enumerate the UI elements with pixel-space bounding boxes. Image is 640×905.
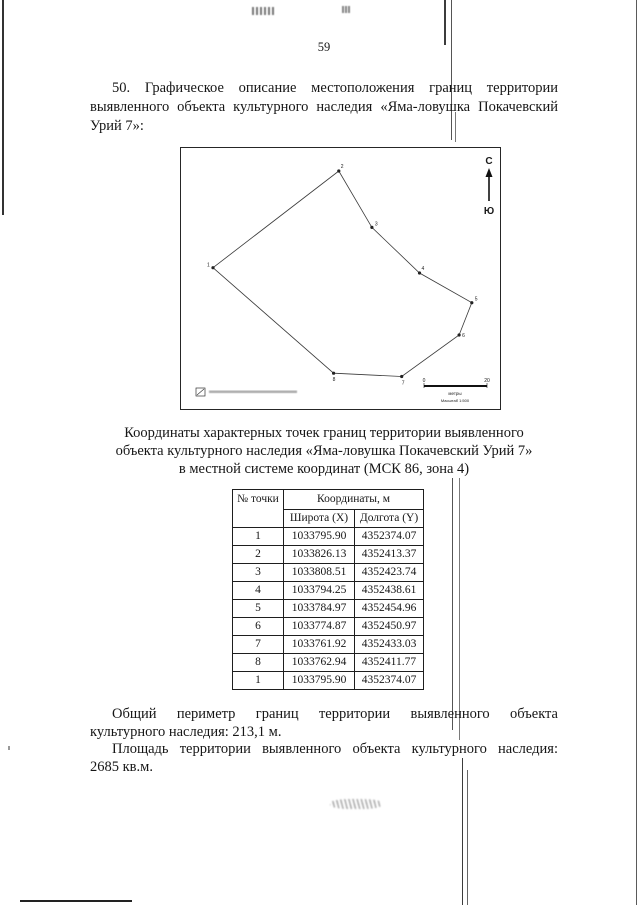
section-paragraph	[90, 79, 558, 136]
boundary-point	[332, 372, 335, 375]
caption-line: Координаты характерных точек границ территории выявленного	[124, 425, 524, 441]
longitude-cell: 4352423.74	[355, 564, 424, 582]
point-number-cell: 7	[233, 636, 284, 654]
table-row	[233, 528, 424, 546]
boundary-point	[458, 333, 461, 336]
point-number-cell: 8	[233, 654, 284, 672]
longitude-cell: 4352454.96	[355, 600, 424, 618]
table-row	[233, 636, 424, 654]
boundary-point	[370, 226, 373, 229]
scan-edge-line-bottom	[20, 900, 132, 902]
point-label: 3	[374, 221, 378, 228]
latitude-cell: 1033774.87	[284, 618, 355, 636]
header-point-number: № точки	[233, 490, 284, 528]
perimeter-line: культурного наследия: 213,1 м.	[90, 723, 282, 740]
longitude-cell: 4352411.77	[355, 654, 424, 672]
page-number: 59	[317, 40, 331, 54]
section-line: Урий 7»:	[90, 118, 144, 134]
point-label: 8	[332, 377, 336, 384]
section-line: 50. Графическое описание местоположения границ территории	[112, 80, 558, 96]
table-row	[233, 618, 424, 636]
coordinates-table	[232, 489, 424, 690]
point-label: 1	[207, 262, 210, 269]
latitude-cell: 1033761.92	[284, 636, 355, 654]
scan-edge-line-right	[636, 0, 637, 905]
scan-noise-scribble	[330, 799, 382, 809]
scan-line	[459, 478, 460, 740]
section-line: выявленного объекта культурного наследия «Яма-ловушка Покачевский	[90, 99, 558, 115]
scan-edge-line-left	[2, 0, 4, 215]
latitude-cell: 1033795.90	[284, 672, 355, 690]
table-header-row	[233, 490, 424, 510]
table-body	[233, 528, 424, 690]
longitude-cell: 4352374.07	[355, 672, 424, 690]
latitude-cell: 1033826.13	[284, 546, 355, 564]
point-label: 7	[401, 380, 405, 387]
point-number-cell: 2	[233, 546, 284, 564]
point-label: 5	[474, 296, 478, 303]
area-line: 2685 кв.м.	[90, 759, 153, 776]
point-number-cell: 1	[233, 672, 284, 690]
table-row	[233, 546, 424, 564]
legend-text-illegible	[209, 391, 297, 394]
point-number-cell: 5	[233, 600, 284, 618]
latitude-cell: 1033794.25	[284, 582, 355, 600]
boundary-point	[211, 266, 214, 269]
latitude-cell: 1033795.90	[284, 528, 355, 546]
table-row	[233, 600, 424, 618]
point-number-cell: 1	[233, 528, 284, 546]
latitude-cell: 1033808.51	[284, 564, 355, 582]
latitude-cell: 1033784.97	[284, 600, 355, 618]
longitude-cell: 4352450.97	[355, 618, 424, 636]
header-coordinates: Координаты, м	[284, 490, 424, 510]
point-number-cell: 3	[233, 564, 284, 582]
scan-noise-dot	[8, 746, 10, 750]
scan-line	[467, 770, 468, 905]
scale-start-label: 0	[422, 378, 426, 384]
scan-line	[444, 0, 446, 45]
point-label: 4	[421, 266, 425, 272]
point-label: 2	[340, 164, 344, 170]
south-label: Ю	[483, 206, 495, 217]
point-number-cell: 6	[233, 618, 284, 636]
table-row	[233, 654, 424, 672]
scale-caption: Масштаб 1:500	[440, 398, 470, 403]
header-longitude: Долгота (Y)	[355, 510, 424, 528]
scan-line	[462, 758, 463, 905]
north-label: С	[485, 156, 493, 167]
longitude-cell: 4352413.37	[355, 546, 424, 564]
table-caption	[84, 424, 564, 478]
point-label: 6	[462, 333, 465, 339]
caption-line: объекта культурного наследия «Яма-ловушка Покачевский Урий 7»	[115, 443, 533, 459]
boundary-point	[470, 301, 473, 304]
table-row	[233, 672, 424, 690]
scale-bar-line	[424, 385, 487, 387]
longitude-cell: 4352433.03	[355, 636, 424, 654]
summary	[90, 706, 558, 777]
longitude-cell: 4352374.07	[355, 528, 424, 546]
area-line: Площадь территории выявленного объекта культурного наследия:	[112, 741, 558, 758]
point-number-cell: 4	[233, 582, 284, 600]
header-latitude: Широта (X)	[284, 510, 355, 528]
table-row	[233, 564, 424, 582]
longitude-cell: 4352438.61	[355, 582, 424, 600]
scan-noise-mark	[342, 6, 351, 13]
scan-line	[452, 478, 453, 730]
boundary-point	[400, 375, 403, 378]
scale-end-label: 20	[484, 378, 490, 384]
latitude-cell: 1033762.94	[284, 654, 355, 672]
perimeter-line: Общий периметр границ территории выявленного объекта	[112, 706, 558, 722]
scale-unit-label: метры	[448, 391, 462, 396]
caption-line: в местной системе координат (МСК 86, зона 4)	[178, 461, 470, 477]
scan-noise-mark	[252, 7, 276, 15]
boundary-map	[180, 147, 501, 410]
map-frame	[181, 148, 501, 410]
table-row	[233, 582, 424, 600]
